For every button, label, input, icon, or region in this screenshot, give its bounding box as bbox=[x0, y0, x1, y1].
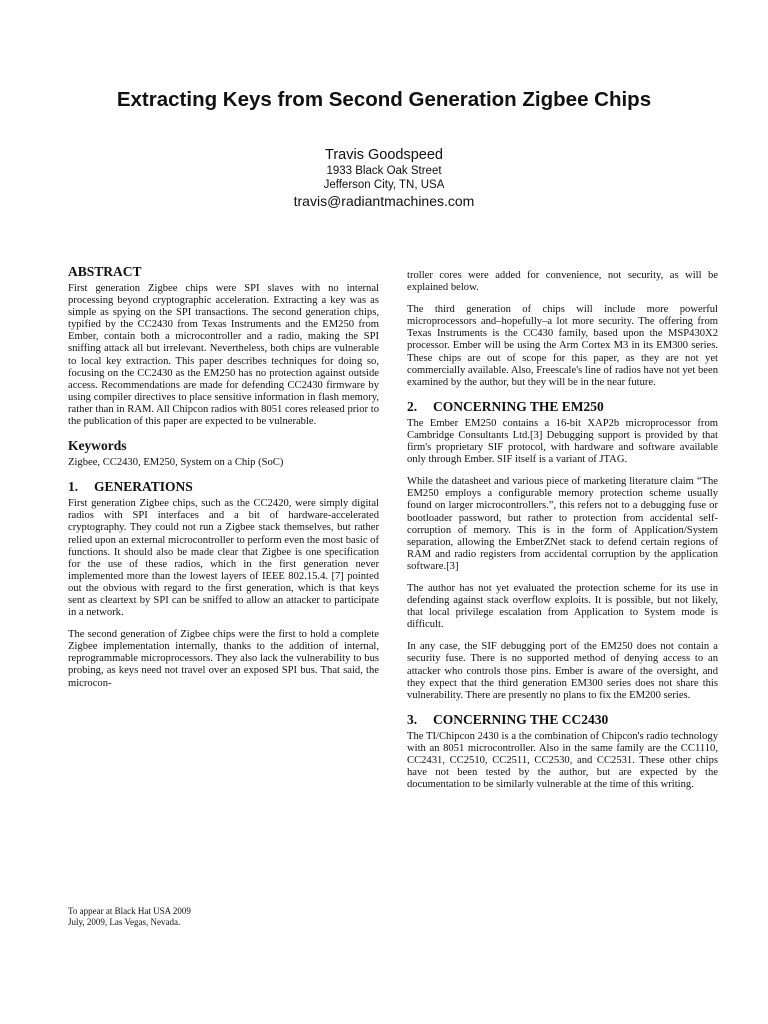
section-generations-heading bbox=[68, 479, 379, 495]
author-city: Jefferson City, TN, USA bbox=[323, 179, 445, 191]
paper-title: Extracting Keys from Second Generation Zigbee Chips bbox=[116, 88, 652, 111]
paragraph: The second generation of Zigbee chips were the first to hold a complete Zigbee implementation internally, thanks to the addition of internal, reprogrammable microprocessors. They also lack the vulnerability to bus probing, as keys need not travel over an exposed SPI bus. That said, the microcon- bbox=[68, 629, 379, 689]
footnote-line: To appear at Black Hat USA 2009 bbox=[68, 906, 191, 916]
paragraph: First generation Zigbee chips, such as the CC2420, were simply digital radios with SPI interfaces and a bit of hardware-accelerated cryptography. They could not run a Zigbee stack themselves, but rather relied upon an external microcontroller to perform even the most basic of functions. It should also be made clear that Zigbee is one specification for the use of these radios, which in the first generation never implemented more than the lowest layers of IEEE 802.15.4. [7] pointed out the obvious with regard to the first generation, which is that keys sent as cleartext by SPI can be sniffed to allow an attacker to participate in a network. bbox=[68, 498, 379, 619]
paragraph: The TI/Chipcon 2430 is a the combination of Chipcon's radio technology with an 8051 microcontroller. Also in the same family are the CC1110, CC2431, CC2510, CC2511, CC2530, and CC2531. These other chips have not been tested by the author, but are expected by the documentation to be similarly vulnerable at the time of this writing. bbox=[407, 730, 718, 791]
abstract-text: First generation Zigbee chips were SPI slaves with no internal processing beyond cryptographic acceleration. Extracting a key was as simple as spying on the SPI transactions. The second generation chips, typified by the CC2430 from Texas Instruments and the EM250 from Ember, contain both a microcontroller and a radio, making the SPI sniffing attack all but irrelevant. Nevertheless, both chips are vulnerable to local key extraction. This paper describes techniques for doing so, focusing on the CC2430 as the EM250 has no protection against outside access. Recommendations are made for defending CC2430 firmware by using compiler directives to place sensitive information in flash memory, rather than in RAM. All Chipcon radios with 8051 cores released prior to the publication of this paper are expected to be vulnerable. bbox=[68, 283, 379, 428]
section-number: 1. bbox=[68, 479, 79, 495]
paragraph: While the datasheet and various piece of marketing literature claim “The EM250 employs a configurable memory protection scheme usually found on larger microcontrollers.”, this refers not to a debugging fuse or bootloader password, but rather to protection from accidental self-corruption of memory. This is in the form of Application/System separation, allowing the EmberZNet stack to defend certain regions of RAM and radio registers from accidental corruption by the application software.[3] bbox=[407, 476, 718, 572]
keywords-text: Zigbee, CC2430, EM250, System on a Chip (SoC) bbox=[68, 457, 284, 469]
abstract-heading: ABSTRACT bbox=[68, 264, 142, 279]
section-title: GENERATIONS bbox=[94, 479, 193, 495]
paragraph: In any case, the SIF debugging port of the EM250 does not contain a security fuse. There is no supported method of denying access to an attacker who controls those pins. Ember is aware of the oversight, and they expect that the third generation EM300 series does not share this vulnerability. There are presently no plans to fix the EM200 series. bbox=[407, 641, 718, 701]
section-title: CONCERNING THE EM250 bbox=[433, 398, 604, 414]
author-name: Travis Goodspeed bbox=[325, 147, 443, 163]
right-column bbox=[407, 270, 718, 801]
paragraph: troller cores were added for convenience, not security, as will be explained below. bbox=[407, 270, 718, 294]
section-number: 2. bbox=[407, 398, 418, 414]
left-column bbox=[68, 264, 379, 700]
footnote bbox=[68, 906, 191, 928]
author-email[interactable]: travis@radiantmachines.com bbox=[293, 193, 475, 209]
section-title: CONCERNING THE CC2430 bbox=[433, 711, 609, 727]
keywords-heading: Keywords bbox=[68, 438, 127, 454]
paragraph: The third generation of chips will include more powerful microprocessors and–hopefully–a lot more security. The offering from Texas Instruments is the CC430 family, based upon the MSP430X2 processor. Ember will be using the Arm Cortex M3 in its EM300 series. These chips are out of scope for this paper, as they are not yet commercially available. Also, Freescale's line of radios have not yet been examined by the author, but they will be in the near future. bbox=[407, 304, 718, 388]
author-street: 1933 Black Oak Street bbox=[326, 165, 442, 177]
section-cc2430-heading bbox=[407, 712, 718, 728]
section-number: 3. bbox=[407, 711, 418, 727]
section-em250-heading bbox=[407, 399, 718, 415]
paragraph: The Ember EM250 contains a 16-bit XAP2b microprocessor from Cambridge Consultants Ltd.[3] Debugging support is provided by that firm's proprietary SIF protocol, with hardware and software available only through Ember. SIF itself is a variant of JTAG. bbox=[407, 417, 718, 466]
paragraph: The author has not yet evaluated the protection scheme for its use in defending against stack overflow exploits. It is possible, but not likely, that local privilege escalation from Application to System mode is difficult. bbox=[407, 582, 718, 631]
footnote-line: July, 2009, Las Vegas, Nevada. bbox=[68, 917, 181, 927]
author-block bbox=[0, 146, 768, 210]
